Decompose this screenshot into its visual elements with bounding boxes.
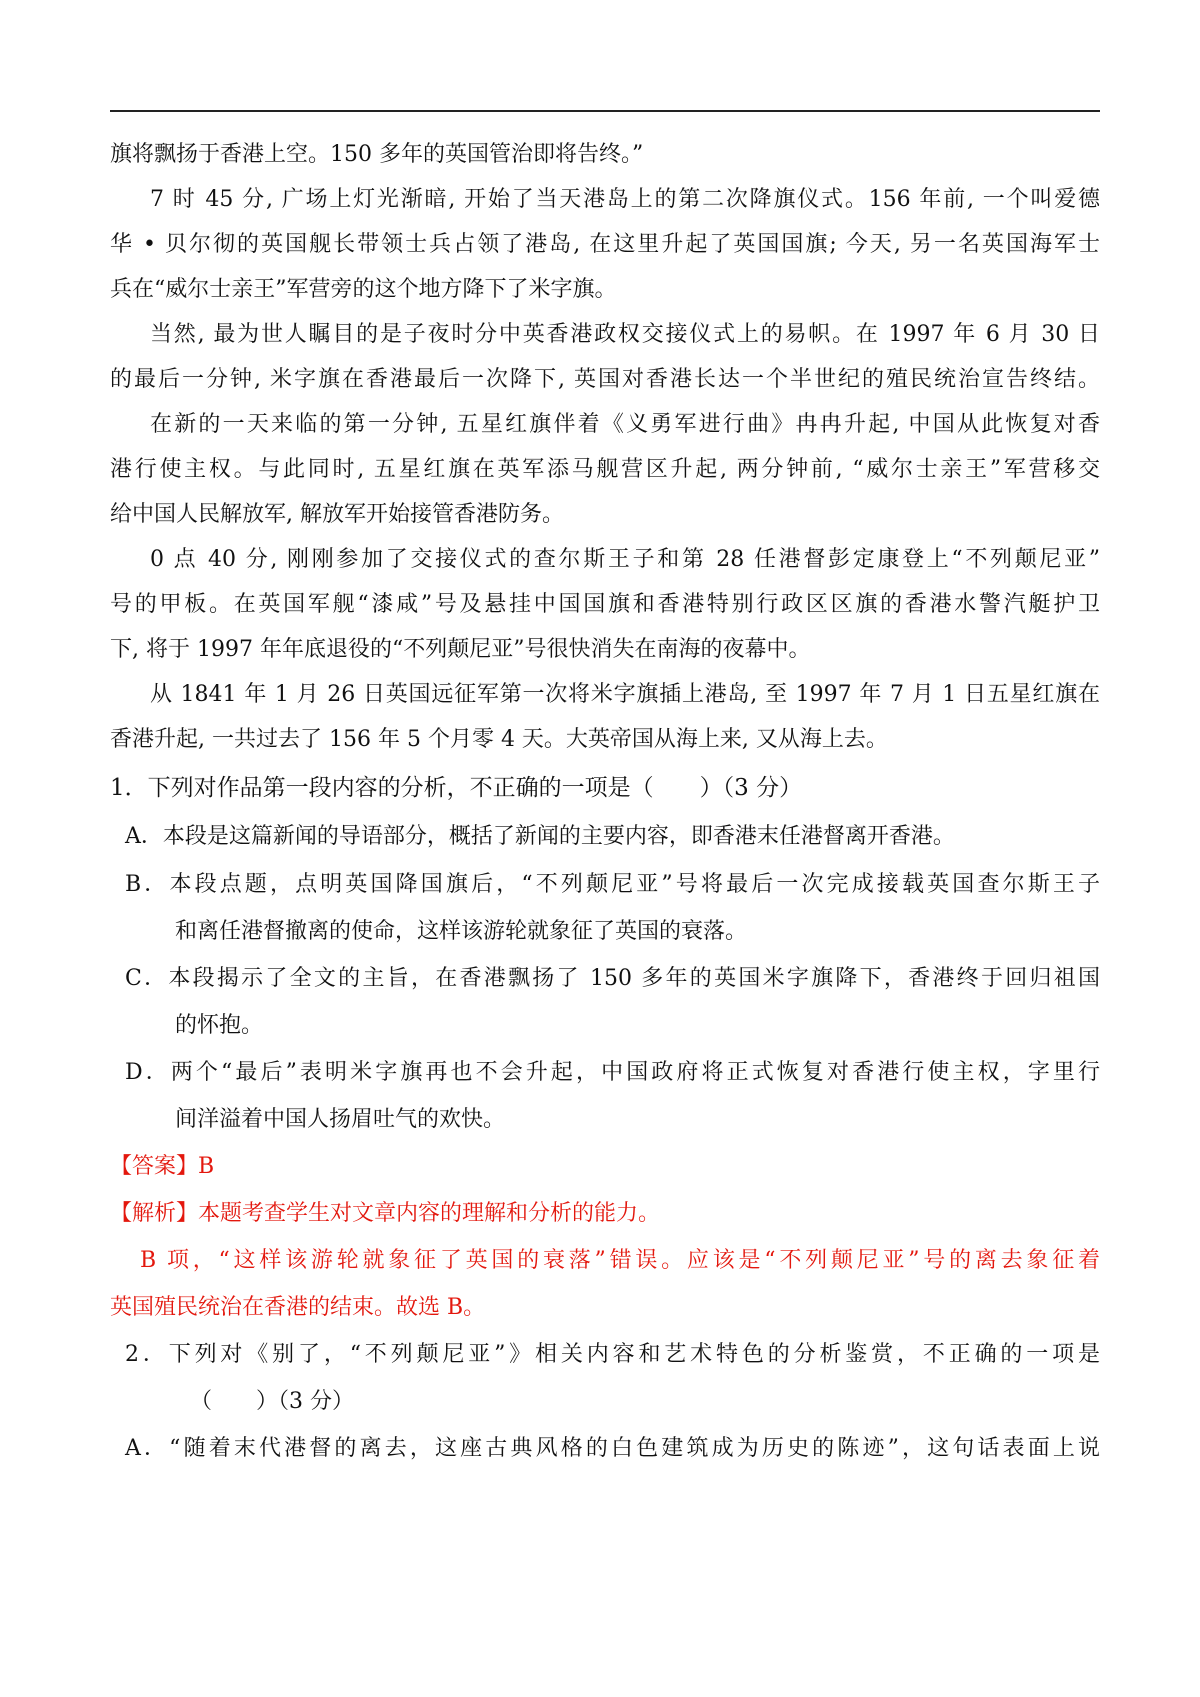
passage-line: 7 时 45 分, 广场上灯光渐暗, 开始了当天港岛上的第二次降旗仪式。156 年前, 一个叫爱德: [150, 187, 1100, 212]
analysis-label: 【解析】本题考查学生对文章内容的理解和分析的能力。: [110, 1201, 661, 1226]
question-1-option-b-cont: 和离任港督撤离的使命，这样该游轮就象征了英国的衰落。: [175, 919, 748, 944]
answer-label: 【答案】B: [110, 1154, 215, 1179]
question-1-option-c-cont: 的怀抱。: [175, 1013, 264, 1038]
question-2-stem-cont: （ ）（3 分）: [190, 1389, 354, 1414]
passage-line: 在新的一天来临的第一分钟, 五星红旗伴着《义勇军进行曲》冉冉升起, 中国从此恢复对香: [150, 412, 1100, 437]
question-1-stem: 1．下列对作品第一段内容的分析，不正确的一项是（ ）（3 分）: [110, 775, 803, 801]
passage-line: 港行使主权。与此同时, 五星红旗在英军添马舰营区升起, 两分钟前, “威尔士亲王”军营移交: [110, 457, 1100, 482]
passage-line: 从 1841 年 1 月 26 日英国远征军第一次将米字旗插上港岛, 至 1997 年 7 月 1 日五星红旗在: [150, 682, 1100, 707]
question-2-stem: 2．下列对《别了，“不列颠尼亚”》相关内容和艺术特色的分析鉴赏，不正确的一项是: [125, 1342, 1100, 1367]
header-rule: [110, 110, 1100, 112]
passage-line: 华 • 贝尔彻的英国舰长带领士兵占领了港岛, 在这里升起了英国国旗; 今天, 另一名英国海军士: [110, 232, 1100, 257]
passage-line: 的最后一分钟, 米字旗在香港最后一次降下, 英国对香港长达一个半世纪的殖民统治宣告终结。: [110, 367, 1100, 392]
question-1-option-a: A．本段是这篇新闻的导语部分，概括了新闻的主要内容，即香港末任港督离开香港。: [125, 824, 955, 849]
passage-line: 香港升起, 一共过去了 156 年 5 个月零 4 天。大英帝国从海上来, 又从海上去。: [110, 727, 888, 752]
question-1-option-d: D．两个“最后”表明米字旗再也不会升起，中国政府将正式恢复对香港行使主权，字里行: [125, 1060, 1100, 1085]
question-1-option-c: C．本段揭示了全文的主旨，在香港飘扬了 150 多年的英国米字旗降下，香港终于回归祖国: [125, 966, 1100, 991]
passage-line: 给中国人民解放军, 解放军开始接管香港防务。: [110, 502, 564, 527]
passage-line: 旗将飘扬于香港上空。150 多年的英国管治即将告终。”: [110, 142, 644, 167]
passage-line: 号的甲板。在英国军舰“漆咸”号及悬挂中国国旗和香港特别行政区区旗的香港水警汽艇护卫: [110, 592, 1100, 617]
question-1-option-d-cont: 间洋溢着中国人扬眉吐气的欢快。: [175, 1107, 506, 1132]
analysis-text: B 项，“这样该游轮就象征了英国的衰落”错误。应该是“不列颠尼亚”号的离去象征着: [140, 1248, 1100, 1273]
passage-line: 兵在“威尔士亲王”军营旁的这个地方降下了米字旗。: [110, 277, 617, 302]
analysis-text-cont: 英国殖民统治在香港的结束。故选 B。: [110, 1295, 486, 1320]
question-1-option-b: B．本段点题，点明英国降国旗后，“不列颠尼亚”号将最后一次完成接载英国查尔斯王子: [125, 872, 1100, 897]
question-2-option-a: A．“随着末代港督的离去，这座古典风格的白色建筑成为历史的陈迹”，这句话表面上说: [125, 1436, 1100, 1461]
passage-line: 当然, 最为世人瞩目的是子夜时分中英香港政权交接仪式上的易帜。在 1997 年 6 月 30 日: [150, 322, 1100, 347]
passage-line: 下, 将于 1997 年年底退役的“不列颠尼亚”号很快消失在南海的夜幕中。: [110, 637, 811, 662]
passage-line: 0 点 40 分, 刚刚参加了交接仪式的查尔斯王子和第 28 任港督彭定康登上“不列颠尼亚”: [150, 547, 1100, 572]
